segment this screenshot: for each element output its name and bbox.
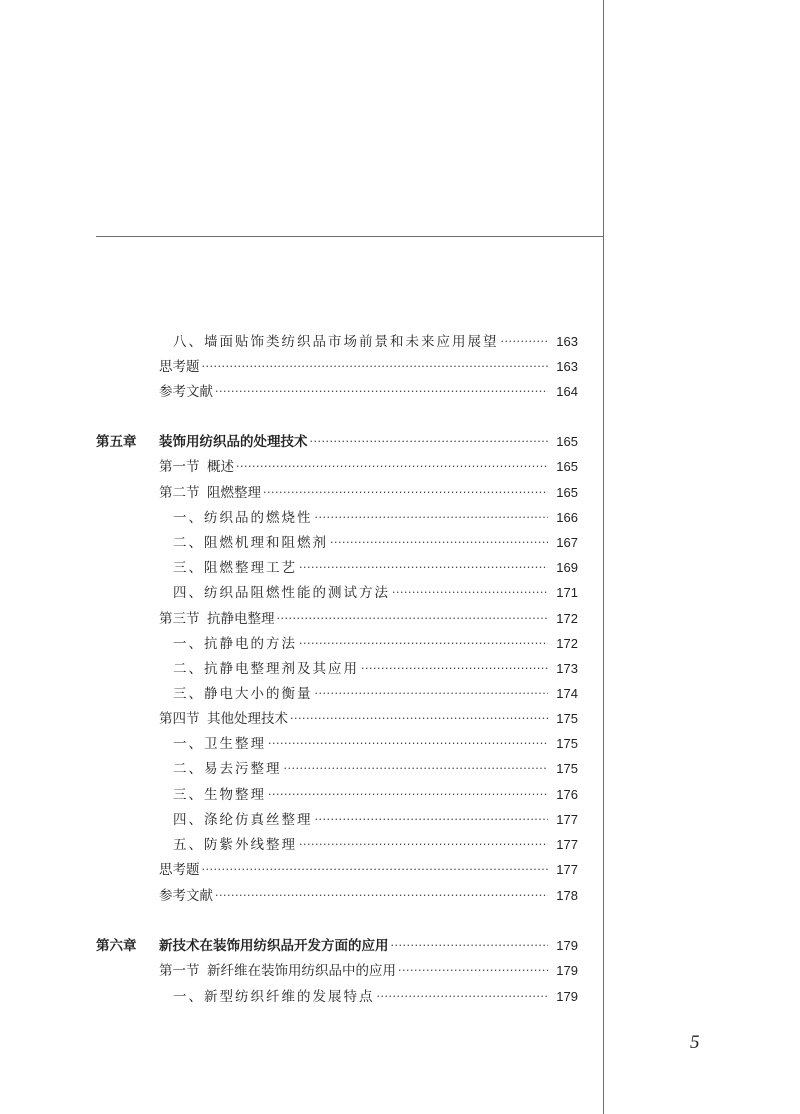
page-number: 5 bbox=[690, 1032, 700, 1053]
toc-entry-label: 三、生物整理 bbox=[173, 787, 266, 803]
chapter-number: 第五章 bbox=[96, 434, 137, 450]
toc-entry-item bbox=[96, 782, 578, 804]
toc-page-number: 174 bbox=[556, 686, 578, 701]
section-number: 第三节 bbox=[159, 611, 200, 627]
section-number: 第一节 bbox=[159, 459, 200, 475]
toc-entry-title bbox=[96, 433, 308, 451]
toc-entry-label: 参考文献 bbox=[159, 888, 213, 904]
toc-page-number: 179 bbox=[556, 938, 578, 953]
toc-entry-item bbox=[96, 329, 578, 351]
toc-entry-title bbox=[173, 635, 297, 653]
dot-leader bbox=[215, 887, 548, 905]
toc-entry-label: 装饰用纺织品的处理技术 bbox=[159, 434, 308, 450]
toc-entry-title bbox=[173, 333, 499, 351]
toc-page-number: 166 bbox=[556, 510, 578, 525]
dot-leader bbox=[236, 458, 548, 476]
toc-entry-label: 二、抗静电整理剂及其应用 bbox=[173, 661, 359, 677]
toc-entry-label: 参考文献 bbox=[159, 384, 213, 400]
toc-entry-title bbox=[159, 710, 288, 728]
toc-page-number: 177 bbox=[556, 837, 578, 852]
toc-entry-item bbox=[96, 530, 578, 552]
toc-entry-title bbox=[173, 660, 359, 678]
toc-entry-title bbox=[173, 760, 282, 778]
toc-entry-title bbox=[173, 534, 328, 552]
toc-page-number: 164 bbox=[556, 384, 578, 399]
toc-entry-title bbox=[173, 988, 375, 1006]
toc-entry-label: 三、静电大小的衡量 bbox=[173, 686, 313, 702]
toc-entry-label: 概述 bbox=[207, 459, 234, 475]
toc-entry-item bbox=[96, 807, 578, 829]
toc-entry-section bbox=[96, 454, 578, 476]
toc-entry-item bbox=[96, 681, 578, 703]
toc-page-number: 165 bbox=[556, 485, 578, 500]
toc-entry-title bbox=[173, 509, 313, 527]
toc-entry-item bbox=[96, 505, 578, 527]
toc-entry-item bbox=[96, 984, 578, 1006]
dot-leader bbox=[315, 811, 549, 829]
dot-leader bbox=[315, 685, 549, 703]
toc-entry-section bbox=[96, 480, 578, 502]
toc-entry-label: 思考题 bbox=[159, 359, 200, 375]
toc-entry-section bbox=[96, 958, 578, 980]
toc-entry-item bbox=[96, 832, 578, 854]
dot-leader bbox=[299, 836, 548, 854]
toc-entry-item bbox=[96, 731, 578, 753]
dot-leader bbox=[263, 484, 548, 502]
dot-leader bbox=[299, 635, 548, 653]
dot-leader bbox=[391, 937, 549, 955]
toc-page-number: 171 bbox=[556, 585, 578, 600]
toc-page-number: 179 bbox=[556, 989, 578, 1004]
toc-entry-label: 四、涤纶仿真丝整理 bbox=[173, 812, 313, 828]
toc-page-number: 167 bbox=[556, 535, 578, 550]
toc-entry-title bbox=[96, 937, 389, 955]
dot-leader bbox=[202, 861, 549, 879]
toc-page-number: 172 bbox=[556, 636, 578, 651]
toc-entry-label: 阻燃整理 bbox=[207, 485, 261, 501]
toc-page-number: 165 bbox=[556, 459, 578, 474]
toc-entry-item bbox=[96, 756, 578, 778]
dot-leader bbox=[361, 660, 548, 678]
toc-entry-title bbox=[159, 610, 275, 628]
toc-entry-title bbox=[159, 887, 213, 905]
toc-entry-title bbox=[159, 383, 213, 401]
toc-entry-label: 新技术在装饰用纺织品开发方面的应用 bbox=[159, 938, 389, 954]
dot-leader bbox=[315, 509, 549, 527]
dot-leader bbox=[392, 584, 548, 602]
toc-page-number: 176 bbox=[556, 787, 578, 802]
toc-page-number: 163 bbox=[556, 334, 578, 349]
toc-entry-title bbox=[173, 559, 297, 577]
dot-leader bbox=[290, 710, 548, 728]
toc-entry-item bbox=[96, 656, 578, 678]
toc-entry-extra bbox=[96, 883, 578, 905]
toc-entry-title bbox=[173, 735, 266, 753]
toc-entry-label: 八、墙面贴饰类纺织品市场前景和未来应用展望 bbox=[173, 334, 499, 350]
dot-leader bbox=[277, 610, 549, 628]
toc-entry-title bbox=[159, 484, 261, 502]
toc-page-number: 175 bbox=[556, 736, 578, 751]
toc-entry-extra bbox=[96, 857, 578, 879]
toc-page-number: 179 bbox=[556, 963, 578, 978]
toc-entry-item bbox=[96, 580, 578, 602]
toc-page-number: 177 bbox=[556, 812, 578, 827]
toc-entry-title bbox=[159, 861, 200, 879]
toc-entry-title bbox=[173, 584, 390, 602]
toc-entry-label: 四、纺织品阻燃性能的测试方法 bbox=[173, 585, 390, 601]
dot-leader bbox=[299, 559, 548, 577]
toc-page-number: 178 bbox=[556, 888, 578, 903]
toc-entry-section bbox=[96, 606, 578, 628]
dot-leader bbox=[202, 358, 549, 376]
toc-entry-label: 五、防紫外线整理 bbox=[173, 837, 297, 853]
toc-entry-extra bbox=[96, 354, 578, 376]
dot-leader bbox=[215, 383, 548, 401]
toc-entry-label: 一、卫生整理 bbox=[173, 736, 266, 752]
dot-leader bbox=[501, 333, 549, 351]
toc-entry-title bbox=[159, 458, 234, 476]
toc-entry-chapter bbox=[96, 933, 578, 955]
toc-page-number: 163 bbox=[556, 359, 578, 374]
toc-page-number: 173 bbox=[556, 661, 578, 676]
toc-entry-title bbox=[159, 358, 200, 376]
dot-leader bbox=[268, 786, 548, 804]
toc-entry-title bbox=[173, 786, 266, 804]
toc-entry-label: 一、新型纺织纤维的发展特点 bbox=[173, 989, 375, 1005]
toc-entry-label: 抗静电整理 bbox=[207, 611, 275, 627]
toc-page-number: 175 bbox=[556, 711, 578, 726]
toc-page-number: 169 bbox=[556, 560, 578, 575]
toc-entry-title bbox=[173, 811, 313, 829]
toc-entry-label: 思考题 bbox=[159, 862, 200, 878]
toc-entry-label: 新纤维在装饰用纺织品中的应用 bbox=[207, 963, 396, 979]
dot-leader bbox=[398, 962, 548, 980]
toc-entry-label: 二、阻燃机理和阻燃剂 bbox=[173, 535, 328, 551]
toc-entry-extra bbox=[96, 379, 578, 401]
toc-page-number: 172 bbox=[556, 611, 578, 626]
toc-entry-chapter bbox=[96, 429, 578, 451]
toc-entry-title bbox=[173, 836, 297, 854]
section-number: 第二节 bbox=[159, 485, 200, 501]
dot-leader bbox=[377, 988, 549, 1006]
chapter-number: 第六章 bbox=[96, 938, 137, 954]
toc-entry-item bbox=[96, 555, 578, 577]
dot-leader bbox=[268, 735, 548, 753]
toc-page-number: 177 bbox=[556, 862, 578, 877]
toc-entry-label: 一、纺织品的燃烧性 bbox=[173, 510, 313, 526]
section-number: 第四节 bbox=[159, 711, 200, 727]
dot-leader bbox=[330, 534, 548, 552]
toc-entry-label: 一、抗静电的方法 bbox=[173, 636, 297, 652]
toc-entry-title bbox=[159, 962, 396, 980]
toc-entry-title bbox=[173, 685, 313, 703]
section-number: 第一节 bbox=[159, 963, 200, 979]
toc-page-number: 165 bbox=[556, 434, 578, 449]
dot-leader bbox=[310, 433, 549, 451]
toc-entry-item bbox=[96, 631, 578, 653]
toc-entry-label: 其他处理技术 bbox=[207, 711, 288, 727]
toc-entry-label: 二、易去污整理 bbox=[173, 761, 282, 777]
dot-leader bbox=[284, 760, 549, 778]
toc-entry-label: 三、阻燃整理工艺 bbox=[173, 560, 297, 576]
toc-entry-section bbox=[96, 706, 578, 728]
toc-page-number: 175 bbox=[556, 761, 578, 776]
